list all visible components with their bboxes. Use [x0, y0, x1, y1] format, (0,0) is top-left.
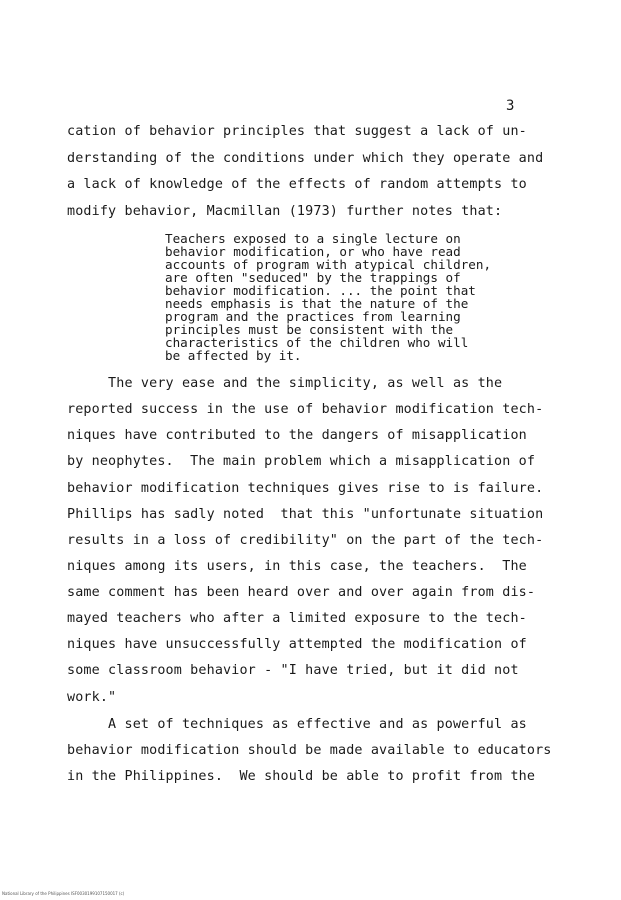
text-line: results in a loss of credibility" on the part of the tech- [67, 533, 544, 548]
quote-line: principles must be consistent with the [165, 322, 454, 337]
quote-line: characteristics of the children who will [165, 335, 469, 350]
quote-line: be affected by it. [165, 348, 302, 363]
quote-line: program and the practices from learning [165, 309, 461, 324]
text-line: niques among its users, in this case, the teachers. The [67, 559, 527, 574]
archive-footer: National Library of the Philippines ISF0030199107150017 (c) [2, 891, 125, 896]
quote-line: accounts of program with atypical children, [165, 257, 492, 272]
text-line: niques have unsuccessfully attempted the modification of [67, 637, 527, 652]
quote-line: needs emphasis is that the nature of the [165, 296, 469, 311]
text-line: derstanding of the conditions under which they operate and [67, 151, 544, 166]
text-line: A set of techniques as effective and as powerful as [67, 717, 527, 732]
page-number: 3 [506, 98, 515, 114]
quote-line: behavior modification, or who have read [165, 244, 461, 259]
text-line: The very ease and the simplicity, as well as the [67, 376, 503, 391]
text-line: work." [67, 690, 117, 705]
text-line: same comment has been heard over and over again from dis- [67, 585, 536, 600]
text-line: a lack of knowledge of the effects of random attempts to [67, 177, 527, 192]
text-line: niques have contributed to the dangers of misapplication [67, 428, 527, 443]
text-line: by neophytes. The main problem which a misapplication of [67, 454, 536, 469]
text-line: cation of behavior principles that suggest a lack of un- [67, 124, 527, 139]
quote-line: behavior modification. ... the point that [165, 283, 476, 298]
quote-line: are often "seduced" by the trappings of [165, 270, 461, 285]
text-line: behavior modification techniques gives rise to is failure. [67, 481, 544, 496]
text-line: mayed teachers who after a limited exposure to the tech- [67, 611, 527, 626]
text-line: behavior modification should be made available to educators [67, 743, 552, 758]
text-line: modify behavior, Macmillan (1973) further notes that: [67, 204, 503, 219]
text-line: Phillips has sadly noted that this "unfortunate situation [67, 507, 544, 522]
text-line: reported success in the use of behavior modification tech- [67, 402, 544, 417]
text-line: in the Philippines. We should be able to profit from the [67, 769, 536, 784]
text-line: some classroom behavior - "I have tried, but it did not [67, 663, 519, 678]
quote-line: Teachers exposed to a single lecture on [165, 231, 461, 246]
